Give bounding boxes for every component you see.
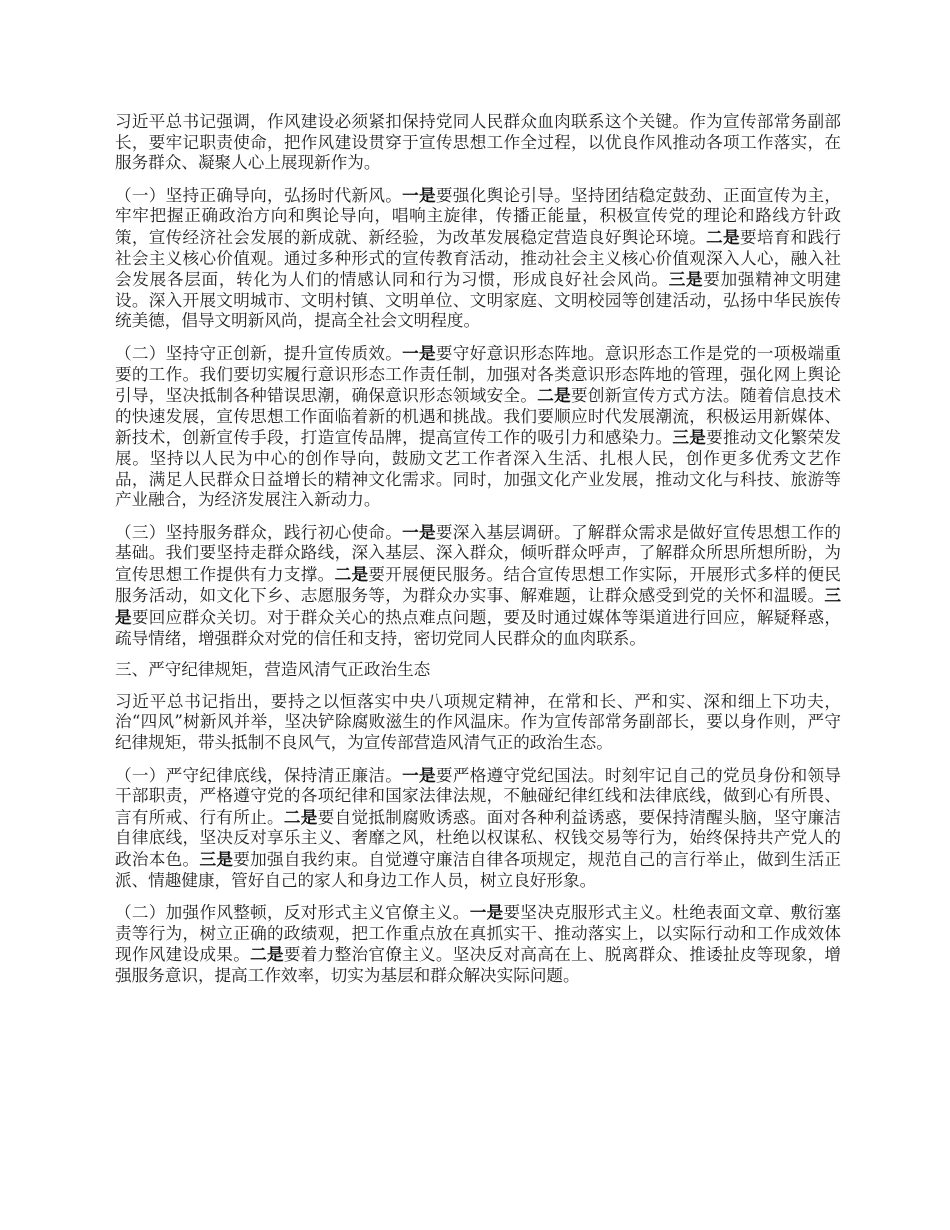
point-marker-3: 三是: [115, 585, 841, 628]
point-marker-1: 一是: [402, 184, 436, 205]
point-marker-2: 二是: [334, 563, 369, 584]
point-marker-3: 三是: [199, 849, 234, 869]
item-lead: （一）严守纪律底线，保持清正廉洁。: [115, 765, 403, 785]
point-marker-2: 二是: [250, 944, 284, 965]
paragraph-section2-item1: （一）坚持正确导向，弘扬时代新风。一是要强化舆论引导。坚持团结稳定鼓劲、正面宣传为主，牢牢把握正确政治方向和舆论导向，唱响主旋律，传播正能量，积极宣传党的理论和路线方针政策，宣传经济社会发展的新成就、新经验，为改革发展稳定营造良好舆论环境。二是要培育和践行社会主义核心价值观。通过多种形式的宣传教育活动，推动社会主义核心价值观深入人心，融入社会发展各层面，转化为人们的情感认同和行为习惯，形成良好社会风尚。三是要加强精神文明建设。深入开展文明城市、文明村镇、文明单位、文明家庭、文明校园等创建活动，弘扬中华民族传统美德，倡导文明新风尚，提高全社会文明程度。: [115, 184, 842, 331]
section3-heading: 三、严守纪律规矩，营造风清气正政治生态: [115, 660, 431, 680]
point-marker-2: 二是: [537, 385, 572, 406]
section3-intro-paragraph: 习近平总书记指出，要持之以恒落实中央八项规定精神，在常和长、严和实、深和细上下功夫，治“四风”树新风并举，坚决铲除腐败滋生的作风温床。作为宣传部常务副部长，要以身作则，严守纪律规矩，带头抵制不良风气，为宣传部营造风清气正的政治生态。: [115, 691, 841, 753]
paragraph-section3-item1: （一）严守纪律底线，保持清正廉洁。一是要严格遵守党纪国法。时刻牢记自己的党员身份和领导干部职责，严格遵守党的各项纪律和国家法律法规，不触碰纪律红线和法律底线，做到心有所畏、言有所戒、行有所止。二是要自觉抵制腐败诱惑。面对各种利益诱惑，要保持清醒头脑，坚守廉洁自律底线，坚决反对享乐主义、奢靡之风，杜绝以权谋私、权钱交易等行为，始终保持共产党人的政治本色。三是要加强自我约束。自觉遵守廉洁自律各项规定，规范自己的言行举止，做到生活正派、情趣健康，管好自己的家人和身边工作人员，树立良好形象。: [115, 764, 841, 890]
item-lead: （三）坚持服务群众，践行初心使命。: [115, 522, 403, 542]
paragraph-section3-item2: （二）加强作风整顿，反对形式主义官僚主义。一是要坚决克服形式主义。杜绝表面文章、敷衍塞责等行为，树立正确的政绩观，把工作重点放在真抓实干、推动落实上，以实际行动和工作成效体现作风建设成果。二是要着力整治官僚主义。坚决反对高高在上、脱离群众、推诿扯皮等现象，增强服务意识，提高工作效率，切实为基层和群众解决实际问题。: [115, 902, 841, 985]
intro-paragraph: 习近平总书记强调，作风建设必须紧扣保持党同人民群众血肉联系这个关键。作为宣传部常务副部长，要牢记职责使命，把作风建设贯穿于宣传思想工作全过程，以优良作风推动各项工作落实，在服务群众、凝聚人心上展现新作为。: [115, 112, 841, 173]
point-marker-3: 三是: [672, 427, 707, 448]
point-marker-1: 一是: [402, 521, 436, 542]
item-lead: （二）坚持守正创新，提升宣传质效。: [115, 343, 403, 363]
paragraph-section2-item3: （三）坚持服务群众，践行初心使命。一是要深入基层调研。了解群众需求是做好宣传思想工作的基础。我们要坚持走群众路线，深入基层、深入群众，倾听群众呼声，了解群众所思所想所盼，为宣传思想工作提供有力支撑。二是要开展便民服务。结合宣传思想工作实际，开展形式多样的便民服务活动，如文化下乡、志愿服务等，为群众办实事、解难题，让群众感受到党的关怀和温暖。三是要回应群众关切。对于群众关心的热点难点问题，要及时通过媒体等渠道进行回应，解疑释惑，疏导情绪，增强群众对党的信任和支持，密切党同人民群众的血肉联系。: [115, 521, 841, 648]
point-marker-3: 三是: [668, 269, 704, 290]
point-marker-2: 二是: [706, 226, 740, 247]
point-marker-1: 一是: [402, 764, 436, 785]
paragraph-section2-item2: （二）坚持守正创新，提升宣传质效。一是要守好意识形态阵地。意识形态工作是党的一项极端重要的工作。我们要切实履行意识形态工作责任制，加强对各类意识形态阵地的管理，强化网上舆论引导，坚决抵制各种错误思潮，确保意识形态领域安全。二是要创新宣传方式方法。随着信息技术的快速发展，宣传思想工作面临着新的机遇和挑战。我们要顺应时代发展潮流，积极运用新媒体、新技术，创新宣传手段，打造宣传品牌，提高宣传工作的吸引力和感染力。三是要推动文化繁荣发展。坚持以人民为中心的创作导向，鼓励文艺工作者深入生活、扎根人民，创作更多优秀文艺作品，满足人民群众日益增长的精神文化需求。同时，加强文化产业发展，推动文化与科技、旅游等产业融合，为经济发展注入新动力。: [115, 342, 841, 510]
document-body: [115, 112, 841, 987]
item-lead: （一）坚持正确导向，弘扬时代新风。: [115, 185, 403, 205]
point-marker-1: 一是: [402, 342, 436, 363]
point-marker-1: 一是: [469, 902, 504, 923]
item-lead: （二）加强作风整顿，反对形式主义官僚主义。: [115, 903, 470, 923]
point-marker-2: 二是: [283, 806, 318, 827]
